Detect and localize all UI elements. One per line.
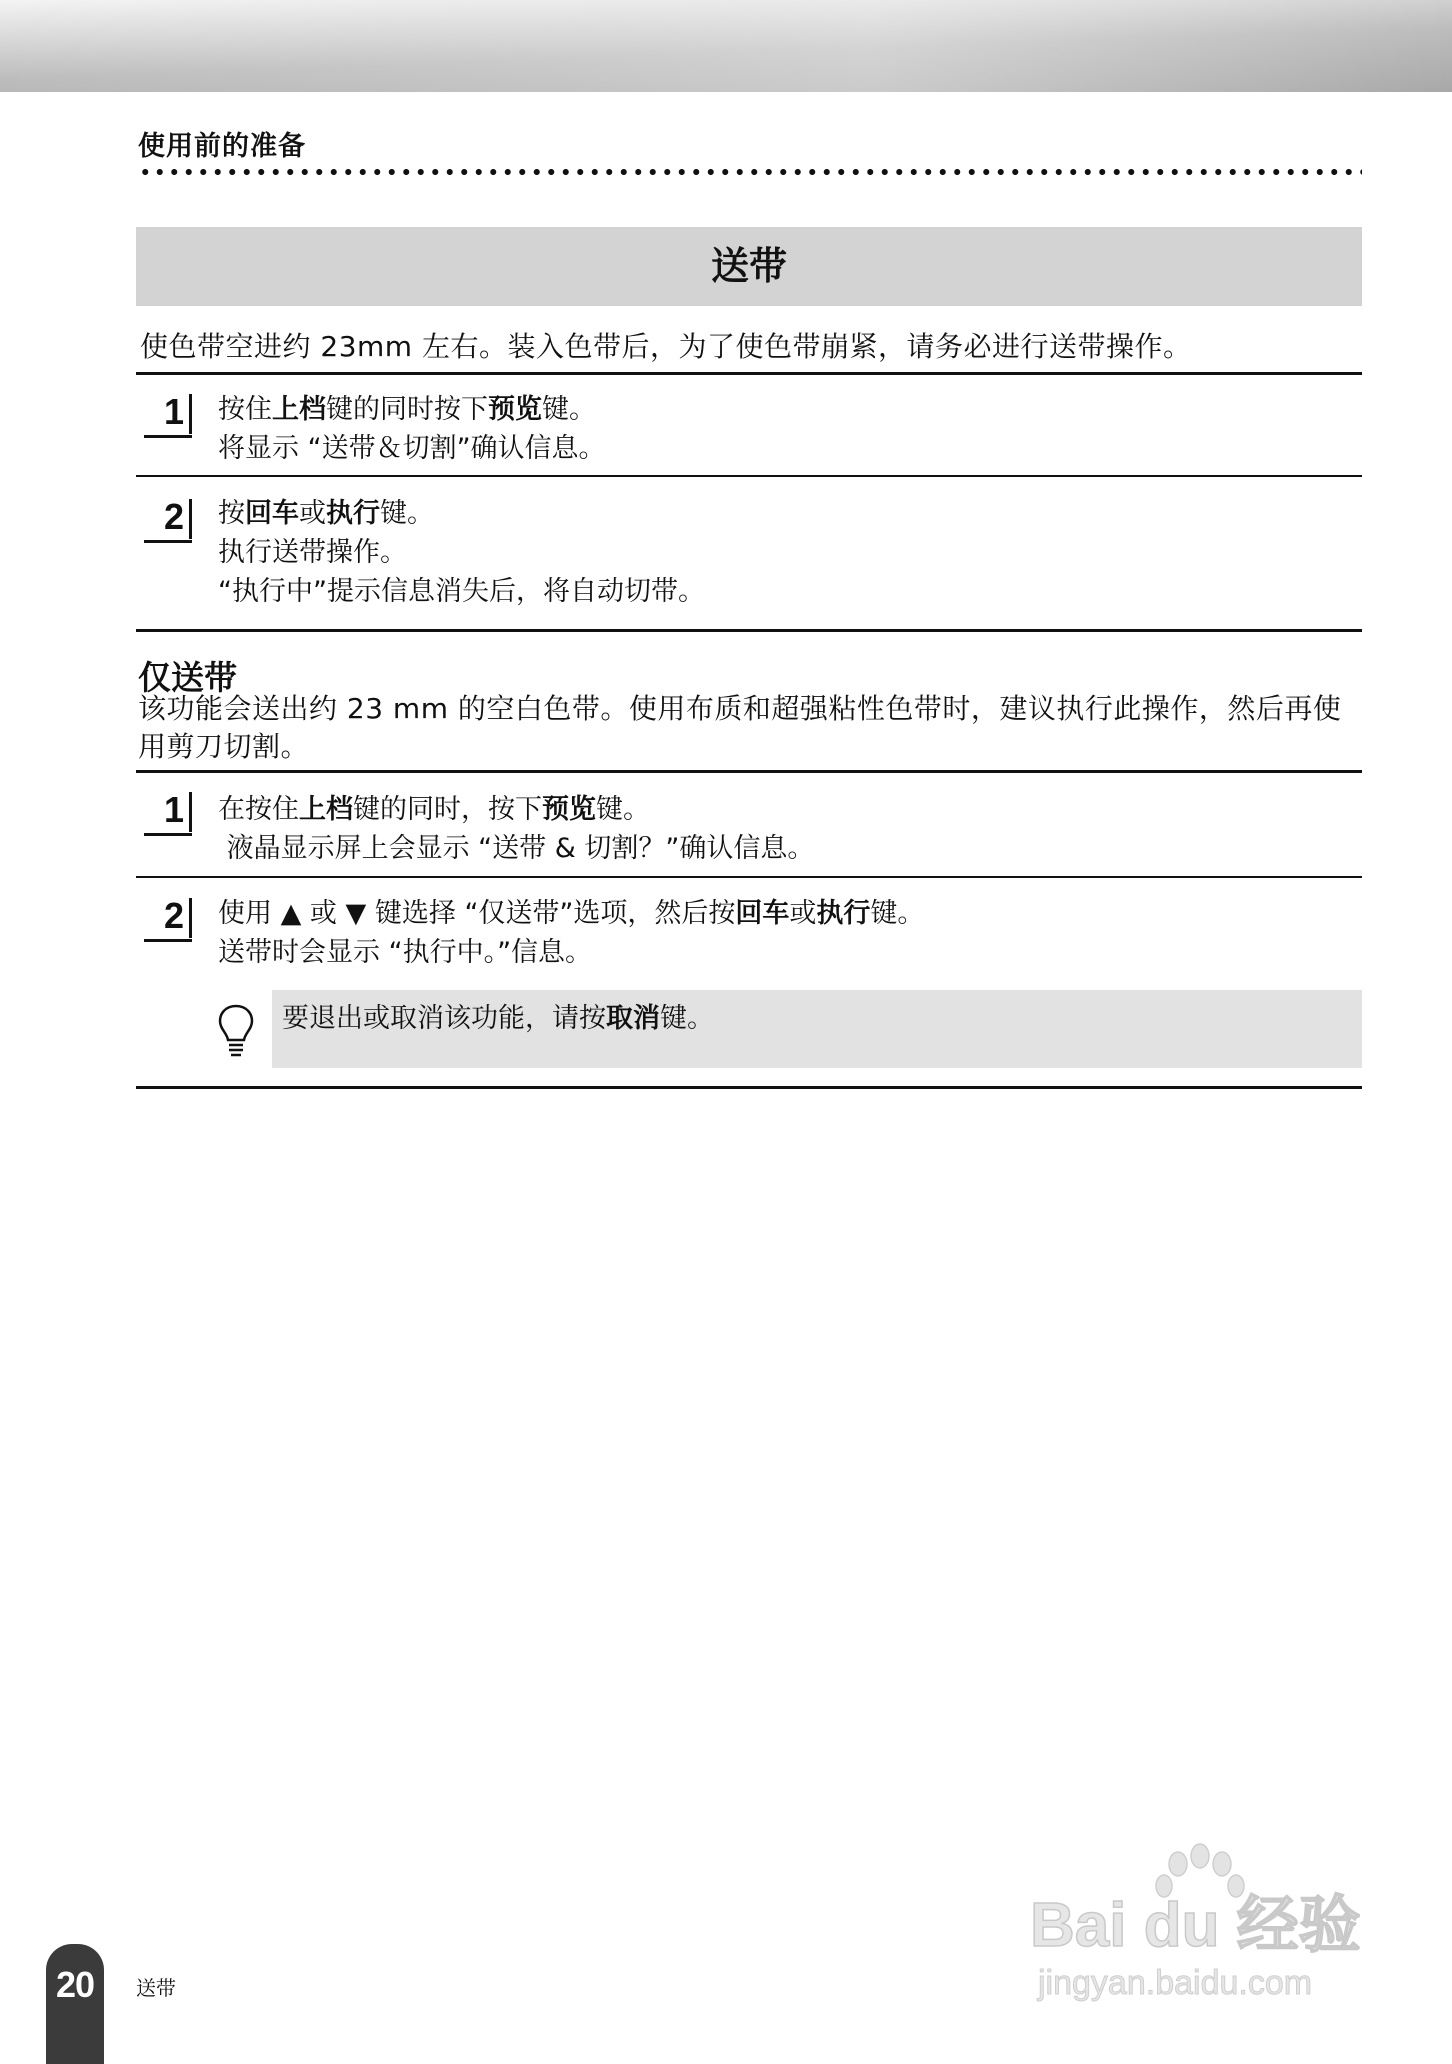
- page-title: 送带: [136, 227, 1362, 306]
- subsection-title: 仅送带: [138, 658, 237, 697]
- step-number: 1: [140, 392, 184, 432]
- section-header: 使用前的准备: [138, 131, 306, 162]
- step-divider: [136, 876, 1362, 878]
- lightbulb-icon: [216, 1002, 256, 1062]
- feed-step-1-text: 在按住上档键的同时，按下预览键。 液晶显示屏上会显示 “送带 & 切割？”确认信息。: [218, 794, 815, 864]
- watermark-url: jingyan.baidu.com: [1038, 1964, 1313, 2002]
- feed-step-2-text: 使用 ▲ 或 ▼ 键选择 “仅送带”选项，然后按回车或执行键。 送带时会显示 “执行中。”信息。: [218, 898, 925, 968]
- section-rule: [136, 1086, 1362, 1089]
- watermark-brand: Bai du 经验: [1030, 1891, 1361, 1960]
- footer-label: 送带: [136, 1976, 176, 2000]
- section-rule: [136, 372, 1362, 375]
- dotted-divider: [138, 168, 1362, 176]
- baidu-watermark-logo: [1030, 1842, 1370, 2012]
- step-divider: [136, 475, 1362, 477]
- page-header-band: [0, 0, 1452, 92]
- tip-text: 要退出或取消该功能，请按取消键。: [282, 1003, 714, 1034]
- subsection-description: 该功能会送出约 23 mm 的空白色带。使用布质和超强粘性色带时，建议执行此操作，然后再使用剪刀切割。: [138, 692, 1342, 763]
- page-number: 20: [46, 1944, 104, 2064]
- section-rule: [136, 629, 1362, 632]
- step-number: 1: [140, 790, 184, 830]
- step-1-text: 按住上档键的同时按下预览键。 将显示 “送带＆切割”确认信息。: [218, 394, 606, 464]
- step-number: 2: [140, 896, 184, 936]
- intro-text: 使色带空进约 23mm 左右。装入色带后，为了使色带崩紧，请务必进行送带操作。: [140, 330, 1192, 363]
- section-rule: [136, 770, 1362, 773]
- step-2-text: 按回车或执行键。 执行送带操作。 “执行中”提示信息消失后，将自动切带。: [218, 498, 705, 607]
- step-number: 2: [140, 497, 184, 537]
